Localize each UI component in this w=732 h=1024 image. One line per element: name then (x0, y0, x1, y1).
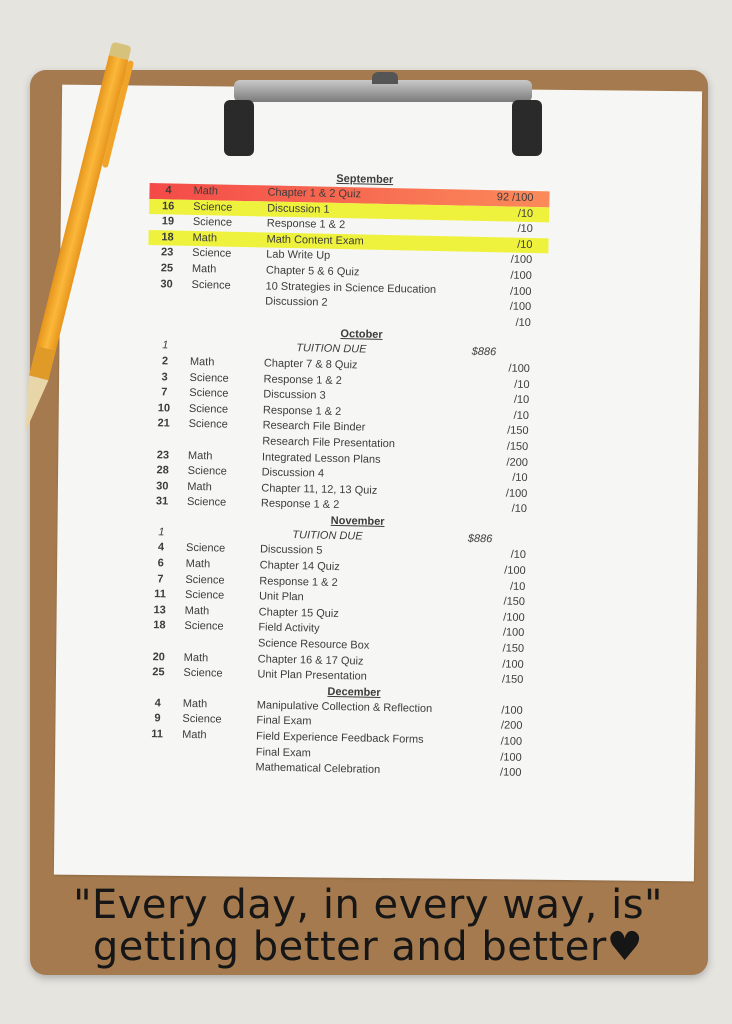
row-assignment: Final Exam (256, 714, 312, 728)
row-day (142, 743, 172, 744)
row-assignment: Discussion 5 (259, 543, 323, 558)
row-day: 25 (160, 262, 174, 275)
schedule-document (137, 168, 549, 780)
tuition-amount: $886 (467, 532, 493, 546)
row-day: 23 (156, 448, 170, 461)
row-assignment: Lab Write Up (266, 248, 331, 263)
row-score: 92 /100 (496, 191, 534, 205)
row-subject: Science (184, 620, 224, 634)
row-assignment: Field Activity (258, 621, 320, 636)
month-heading: October (340, 328, 383, 342)
row-day: 28 (156, 464, 169, 477)
row-subject: Math (187, 480, 212, 494)
row-score: /100 (501, 704, 523, 717)
row-score: /100 (500, 735, 523, 748)
row-score: /10 (513, 409, 530, 422)
tuition-day: 1 (158, 526, 165, 539)
row-score: /100 (510, 253, 533, 267)
row-day (151, 308, 181, 309)
row-score: /10 (517, 238, 533, 251)
row-assignment: Discussion 1 (267, 202, 330, 216)
row-assignment: Discussion 2 (265, 295, 328, 309)
row-assignment: Response 1 & 2 (263, 372, 342, 387)
row-score: /150 (507, 424, 529, 438)
row-subject: Science (185, 542, 226, 556)
row-assignment: Response 1 & 2 (266, 217, 346, 232)
row-day: 30 (160, 277, 173, 291)
row-day: 4 (154, 697, 161, 710)
row-score: /100 (500, 751, 522, 764)
row-assignment: Discussion 4 (261, 466, 325, 480)
row-score: /100 (510, 269, 532, 282)
row-subject: Science (193, 200, 233, 214)
row-assignment: Mathematical Celebration (255, 761, 381, 777)
row-day (144, 634, 174, 635)
row-day: 3 (161, 370, 168, 383)
tuition-day: 1 (162, 339, 169, 352)
tuition-label: TUITION DUE (296, 342, 367, 356)
slogan-line-2: getting better and better (92, 924, 607, 970)
row-subject: Math (189, 355, 215, 369)
row-assignment: Chapter 7 & 8 Quiz (263, 357, 358, 372)
row-score: /150 (506, 440, 529, 453)
row-score: /10 (517, 207, 534, 220)
row-score: /150 (502, 642, 525, 655)
row-assignment: Chapter 14 Quiz (259, 559, 340, 574)
month-heading: December (327, 685, 381, 699)
row-subject: Science (187, 464, 227, 478)
row-day (151, 292, 181, 293)
row-score: /10 (512, 471, 528, 485)
row-score: /10 (513, 393, 530, 407)
row-score: /10 (509, 580, 526, 593)
row-subject: Math (187, 449, 213, 462)
row-subject: Science (182, 713, 222, 727)
row-assignment: Research File Presentation (262, 435, 396, 451)
row-assignment: Manipulative Collection & Reflection (256, 699, 433, 715)
row-score: /100 (509, 300, 532, 314)
slogan-line-2-wrap (36, 926, 700, 968)
row-subject: Science (186, 496, 227, 509)
row-assignment: Chapter 5 & 6 Quiz (265, 264, 360, 279)
row-score: /10 (510, 549, 527, 562)
binder-clip-icon (222, 72, 544, 160)
row-score: /200 (506, 456, 529, 469)
row-assignment: Field Experience Feedback Forms (255, 730, 424, 746)
row-assignment: Science Resource Box (257, 637, 370, 652)
row-assignment: Chapter 11, 12, 13 Quiz (261, 482, 378, 497)
row-day: 11 (154, 588, 167, 601)
row-subject: Science (185, 573, 225, 587)
row-subject: Science (188, 402, 229, 416)
row-assignment: Math Content Exam (266, 233, 364, 248)
row-assignment: Discussion 3 (263, 388, 326, 402)
row-assignment: Unit Plan Presentation (257, 668, 367, 683)
row-score: /10 (511, 502, 528, 516)
slogan-line-1: "Every day, in every way, is" (73, 882, 663, 928)
row-subject: Science (192, 216, 233, 229)
row-day: 11 (151, 728, 164, 741)
row-subject: Science (191, 278, 231, 292)
row-subject: Math (193, 184, 219, 198)
row-assignment: Integrated Lesson Plans (261, 450, 381, 466)
row-score: /150 (503, 595, 526, 609)
row-score: /200 (500, 719, 523, 733)
row-day: 4 (157, 541, 165, 554)
row-assignment: Chapter 16 & 17 Quiz (257, 652, 364, 668)
row-score: /100 (504, 564, 526, 578)
row-day: 9 (154, 712, 161, 725)
row-day: 20 (152, 650, 166, 664)
row-score: /100 (499, 766, 522, 780)
row-assignment: Response 1 & 2 (259, 575, 338, 589)
row-subject: Math (192, 231, 218, 245)
tuition-amount: $886 (471, 346, 497, 359)
row-day: 18 (161, 231, 174, 244)
row-day: 30 (156, 479, 169, 493)
row-assignment: Chapter 15 Quiz (258, 606, 339, 620)
row-score: /100 (508, 362, 531, 375)
row-day: 23 (160, 246, 174, 259)
row-day: 19 (161, 215, 175, 228)
row-day (148, 432, 178, 433)
row-score: /10 (515, 316, 531, 329)
row-subject: Science (184, 589, 225, 602)
row-day (142, 758, 172, 759)
row-day: 25 (152, 666, 165, 679)
month-heading: September (336, 172, 394, 187)
row-subject: Science (189, 371, 229, 385)
row-score: /100 (502, 658, 524, 671)
row-day: 18 (153, 619, 166, 632)
row-subject: Math (183, 651, 209, 664)
row-subject: Math (191, 262, 217, 276)
row-assignment: Chapter 1 & 2 Quiz (267, 186, 362, 201)
row-subject: Math (182, 728, 207, 742)
row-score: /100 (509, 285, 532, 298)
row-assignment: Unit Plan (258, 590, 304, 604)
row-assignment: Final Exam (255, 745, 311, 760)
row-score: /10 (514, 378, 530, 391)
row-subject: Math (184, 604, 210, 618)
row-day: 4 (165, 184, 172, 197)
row-day: 6 (157, 557, 164, 570)
row-day: 13 (153, 604, 166, 617)
row-score: /150 (501, 673, 524, 687)
row-subject: Math (182, 697, 208, 711)
row-assignment: Response 1 & 2 (262, 404, 342, 418)
row-subject: Science (188, 418, 228, 431)
row-day: 10 (157, 401, 171, 415)
row-day: 16 (161, 199, 175, 213)
row-score: /100 (505, 487, 528, 500)
row-subject: Science (183, 667, 223, 680)
heart-icon: ♥ (606, 924, 644, 970)
row-assignment: Response 1 & 2 (260, 497, 340, 512)
tuition-label: TUITION DUE (292, 528, 363, 543)
row-day: 31 (155, 495, 169, 508)
row-subject: Science (192, 247, 232, 261)
row-day: 7 (161, 386, 168, 399)
row-assignment: Research File Binder (262, 419, 366, 434)
row-day: 21 (157, 417, 170, 430)
row-score: /100 (502, 626, 525, 640)
slogan (36, 884, 700, 968)
row-day: 7 (157, 572, 164, 586)
row-assignment: 10 Strategies in Science Education (265, 280, 437, 296)
row-score: /100 (503, 611, 525, 624)
row-subject: Science (189, 386, 229, 400)
row-day: 2 (161, 355, 169, 368)
row-subject: Math (185, 557, 211, 571)
row-score: /10 (517, 222, 533, 236)
month-heading: November (330, 514, 385, 528)
